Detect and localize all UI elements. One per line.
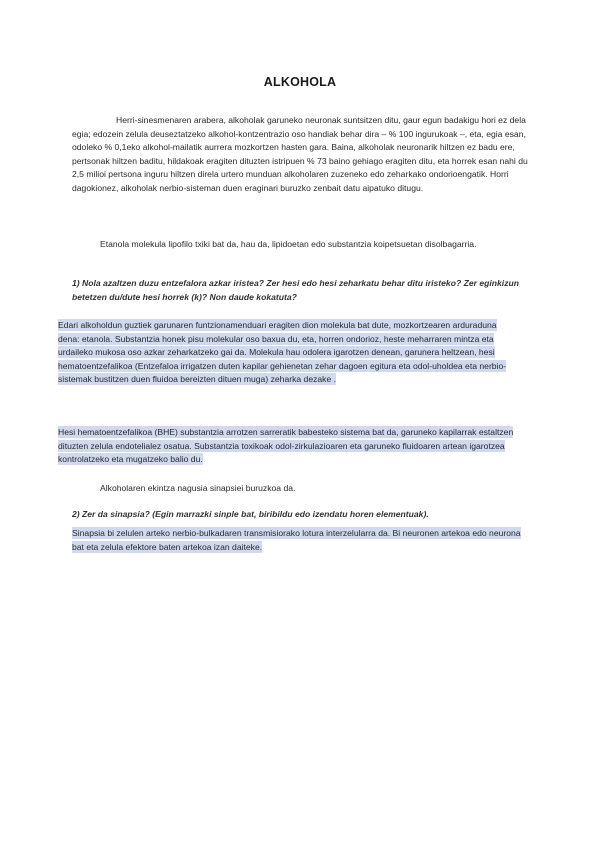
highlighted-text[interactable]: Hesi hematoentzefalikoa (BHE) substantzia arrotzen sarreratik babesteko sistema bat da, garuneko kapilarrak estaltzen dituzten zelula endotelialez osatua. Substantzia toxikoak odol-zirkulazioaren eta garuneko fluidoaren artean igarotzea kontrolatzeko eta mugatzeko balio du. (58, 427, 514, 465)
document-title: ALKOHOLA (263, 75, 337, 89)
synapse-note: Alkoholaren ekintza nagusia sinapsiei buruzkoa da. (100, 483, 296, 493)
question-1: 1) Nola azaltzen duzu entzefalora azkar iristea? Zer hesi edo hesi zeharkatu behar ditu iristeko? Zer eginkizun betetzen du/dute hesi horrek (k)? Non daude kokatuta? (72, 278, 519, 302)
answer-1-part-1[interactable] (58, 319, 520, 387)
answer-2[interactable] (72, 527, 534, 554)
highlighted-text[interactable]: Edari alkoholdun guztiek garunaren funtzionamenduari eragiten dion molekula bat dute, mozkortzearen arduraduna dena: etanola. Substantzia honek pisu molekular oso baxua du, eta, horren ondorioz, heste meharraren mintza eta urdaileko mukosa oso azkar zeharkatzeko gai da. Molekula hau odolera igarotzen denean, garunera heltzean, hesi hematoentzefalikoa (Entzefaloa irrigatzen duten kapilar gehienetan zehar dagoen egitura eta odol-uholdea eta nerbio-sistemak bustitzen duen fluidoa bereizten dituen muga) zeharka dezake . (58, 320, 507, 385)
highlighted-text[interactable]: Sinapsia bi zelulen arteko nerbio-bulkadaren transmisiorako lotura interzelularra da. Bi neuronen artekoa edo neurona bat eta zelula efektore baten artekoa izan daiteke. (72, 528, 521, 552)
answer-1-part-2[interactable] (58, 426, 520, 467)
question-2: 2) Zer da sinapsia? (Egin marrazki sinple bat, biribildu edo izendatu horen elementuak). (72, 509, 429, 519)
intro-paragraph: Herri-sinesmenaren arabera, alkoholak garuneko neuronak suntsitzen ditu, gaur egun badakigu hori ez dela egia; edozein zelula deuseztatzeko alkohol-kontzentrazio oso handiak behar dira – % 100 ingurukoak –, eta, egia esan, odoleko % 0,1eko alkohol-mailatik aurrera mozkortzen hasten gara. Baina, alkoholak neuronarik hiltzen ez badu ere, pertsonak hiltzen baditu, hildakoak eragiten dituzten istripuen % 73 baino gehiago eragiten ditu, eta horrek esan nahi du 2,5 milioi pertsona inguru hiltzen direla urtero munduan alkoholaren zuzeneko edo zeharkako ondorioengatik. Horri dagokionez, alkoholak nerbio-sisteman duen eraginari buruzko zenbait datu aipatuko ditugu. (72, 115, 528, 193)
ethanol-paragraph: Etanola molekula lipofilo txiki bat da, hau da, lipidoetan edo substantzia koipetsuetan disolbagarria. (100, 239, 477, 249)
